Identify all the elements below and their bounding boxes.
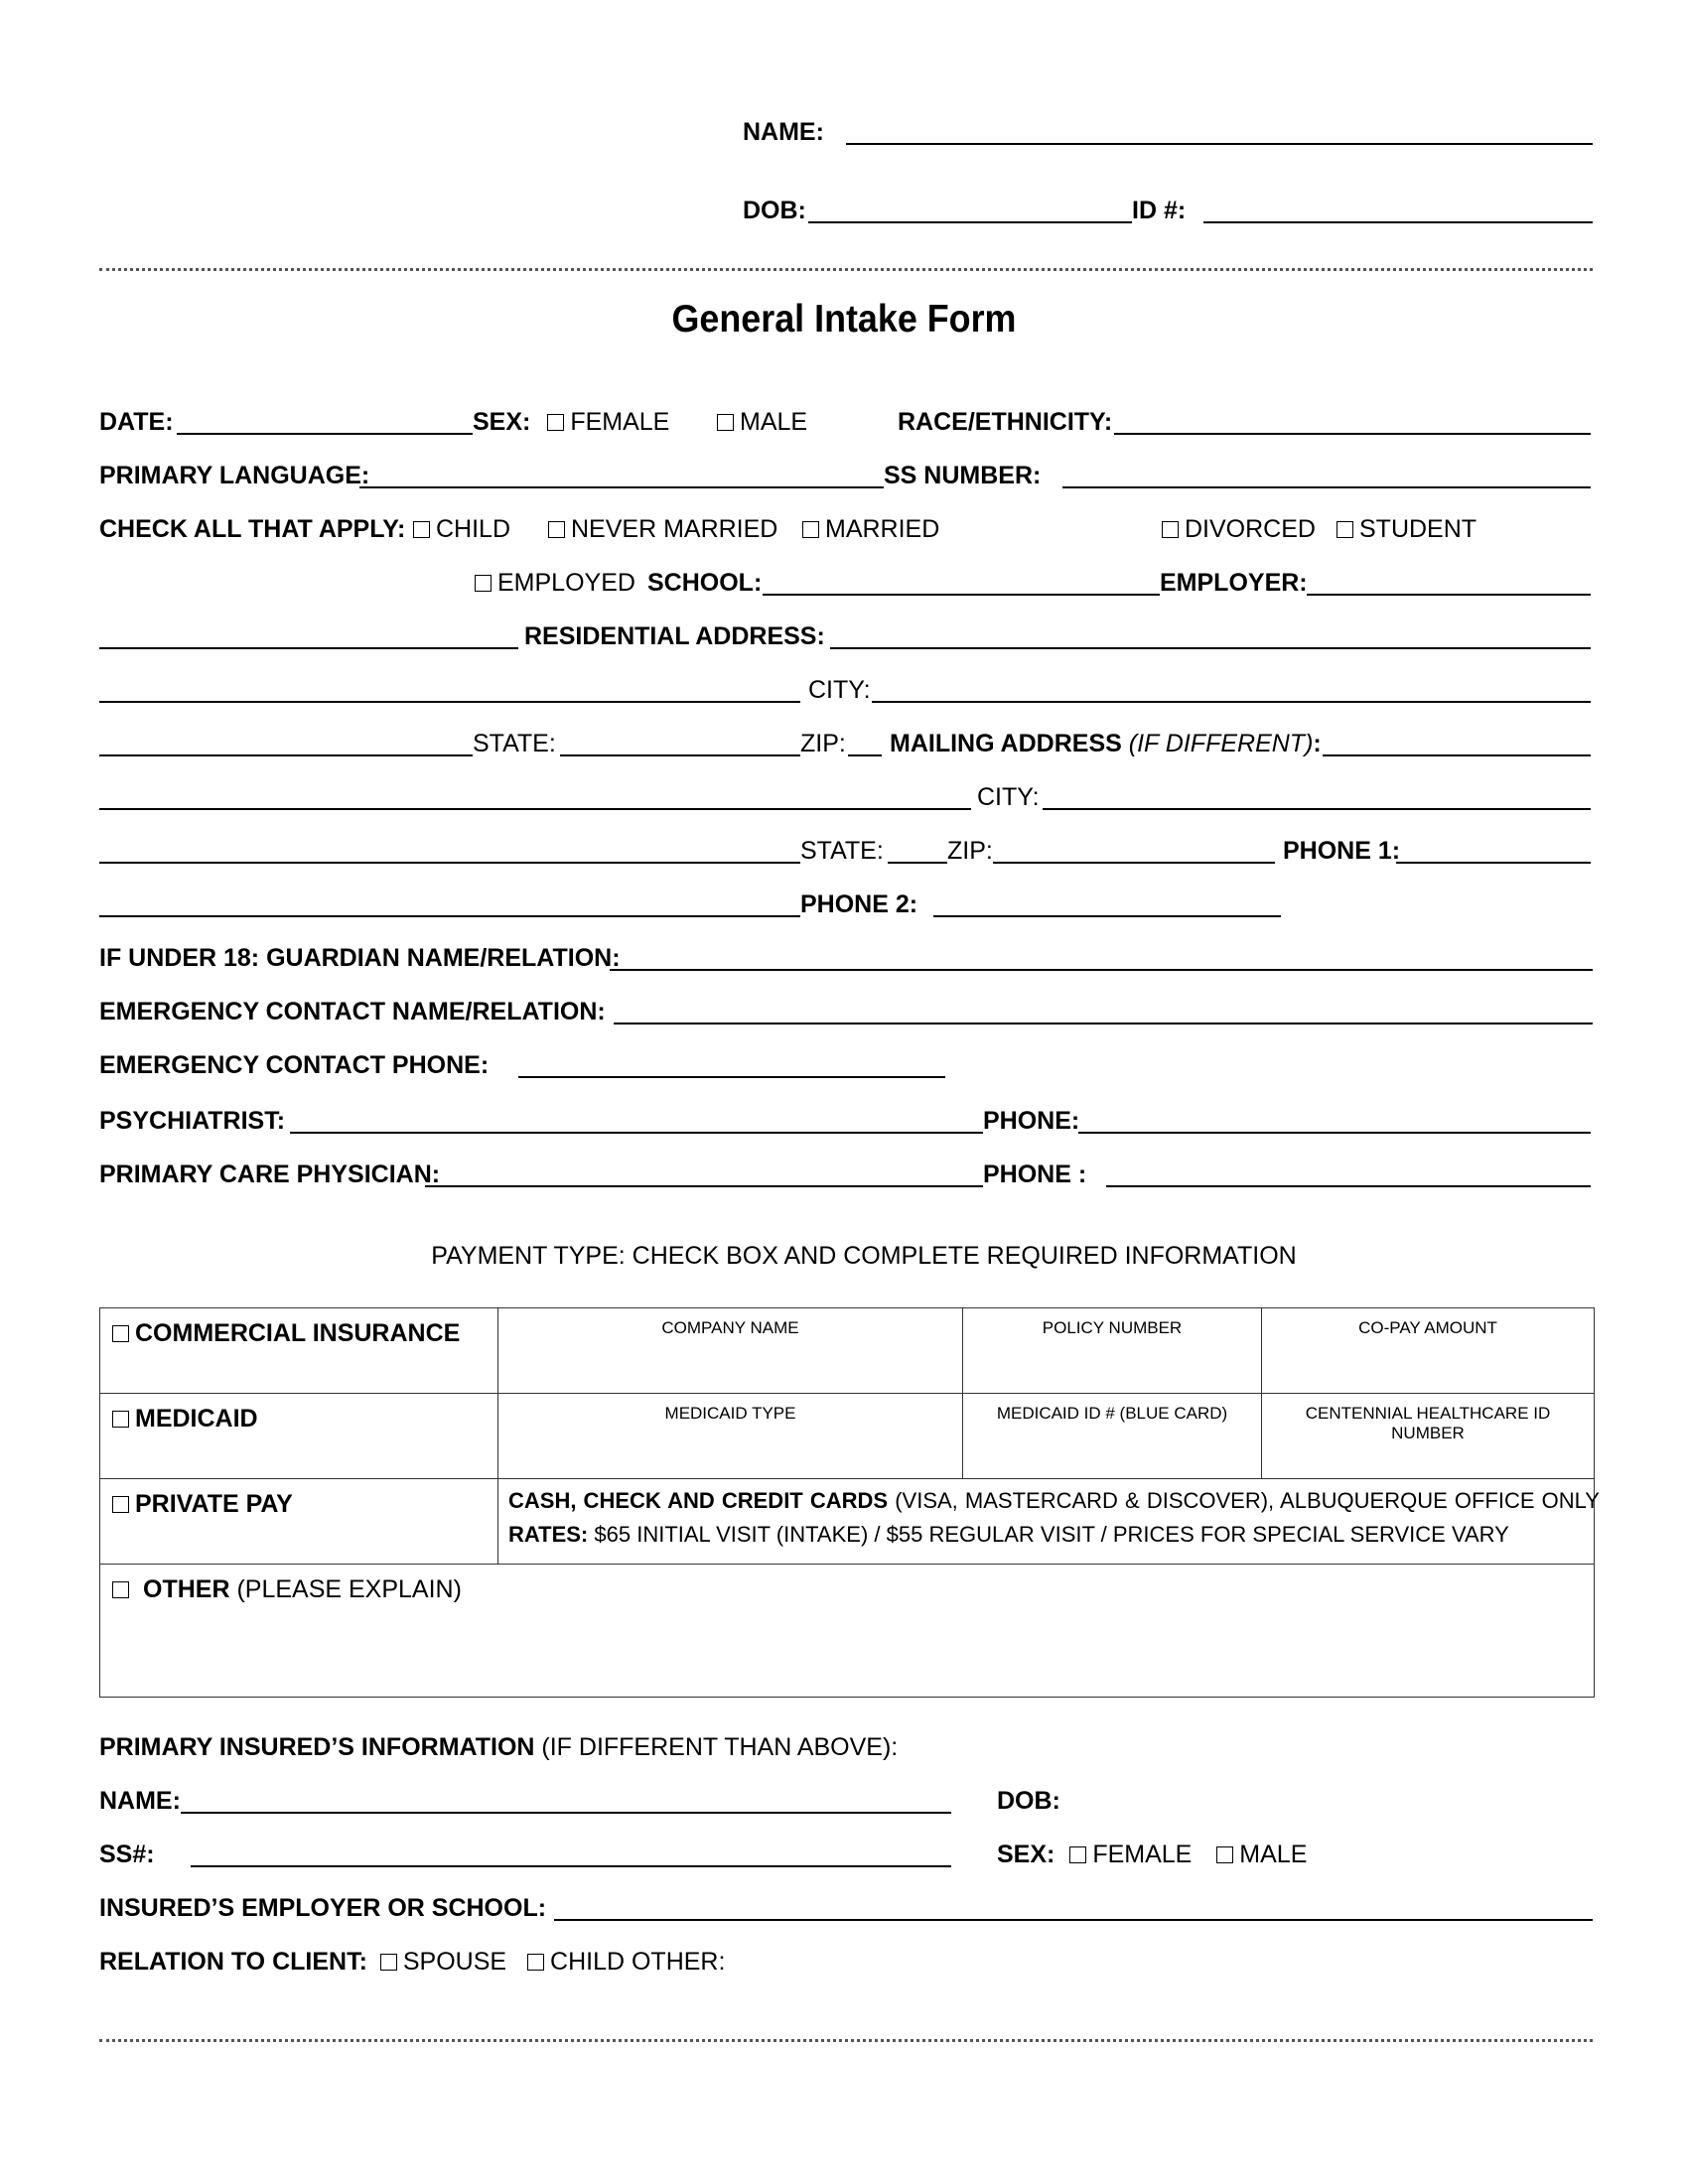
phone2-field[interactable] <box>933 915 1281 917</box>
cash-bold: CASH, CHECK AND CREDIT CARDS <box>508 1488 889 1513</box>
emergency-name-field[interactable] <box>614 1023 1593 1024</box>
insured-sex-label: SEX: <box>997 1841 1055 1868</box>
top-dotted-separator <box>99 268 1593 271</box>
spouse-checkbox[interactable] <box>380 1954 397 1971</box>
address-line-4[interactable] <box>99 915 800 917</box>
insured-name-field[interactable] <box>181 1812 951 1814</box>
race-field[interactable] <box>1114 433 1591 435</box>
mailing-city-label: CITY: <box>977 783 1040 811</box>
employed-option: EMPLOYED <box>497 569 635 597</box>
insured-dob-label: DOB: <box>997 1787 1060 1815</box>
payment-row-medicaid <box>100 1394 1595 1479</box>
school-label: SCHOOL: <box>647 569 763 597</box>
pcp-phone-field[interactable] <box>1106 1185 1591 1187</box>
emergency-phone-field[interactable] <box>518 1076 945 1078</box>
married-option: MARRIED <box>825 515 940 543</box>
child-checkbox[interactable] <box>413 521 430 538</box>
date-field[interactable] <box>177 433 473 435</box>
cash-rest: (VISA, MASTERCARD & DISCOVER), ALBUQUERQUE OFFICE ONLY <box>895 1488 1600 1513</box>
phone2-label: PHONE 2: <box>800 890 918 918</box>
insured-male-checkbox[interactable] <box>1216 1846 1233 1863</box>
name-field[interactable] <box>846 143 1593 145</box>
psychiatrist-phone-label: PHONE: <box>983 1107 1080 1135</box>
pcp-phone-label: PHONE : <box>983 1160 1087 1188</box>
phone1-field[interactable] <box>1396 862 1591 864</box>
state-label: STATE: <box>473 730 556 757</box>
rates-bold: RATES: <box>508 1522 589 1547</box>
pcp-field[interactable] <box>425 1185 983 1187</box>
never-married-option: NEVER MARRIED <box>571 515 778 543</box>
private-pay-label: PRIVATE PAY <box>135 1490 293 1518</box>
relation-label: RELATION TO CLIENT: <box>99 1948 367 1976</box>
zip-label: ZIP: <box>800 730 846 757</box>
centennial-cell[interactable] <box>1262 1394 1595 1479</box>
race-label: RACE/ETHNICITY: <box>898 408 1113 436</box>
insured-female-checkbox[interactable] <box>1069 1846 1086 1863</box>
employed-checkbox[interactable] <box>475 575 492 592</box>
city-label: CITY: <box>808 676 871 704</box>
relation-other-label: OTHER: <box>631 1948 726 1976</box>
ss-field[interactable] <box>1062 486 1591 488</box>
insured-name-label: NAME: <box>99 1787 181 1815</box>
residential-line-3[interactable] <box>99 754 473 756</box>
mailing-zip-label: ZIP: <box>947 837 993 865</box>
insured-employer-label: INSURED’S EMPLOYER OR SCHOOL: <box>99 1894 547 1922</box>
married-checkbox[interactable] <box>802 521 819 538</box>
medicaid-checkbox[interactable] <box>112 1411 129 1428</box>
other-label: OTHER <box>143 1575 230 1603</box>
date-label: DATE: <box>99 408 174 436</box>
emergency-name-label: EMERGENCY CONTACT NAME/RELATION: <box>99 998 606 1025</box>
male-group <box>717 407 807 437</box>
psychiatrist-field[interactable] <box>290 1132 983 1134</box>
medicaid-type-cell[interactable] <box>498 1394 963 1479</box>
payment-row-other <box>100 1565 1595 1698</box>
mailing-colon: : <box>1313 730 1322 757</box>
female-option: FEMALE <box>570 408 670 436</box>
student-group <box>1336 514 1477 544</box>
company-name-header: COMPANY NAME <box>661 1318 799 1337</box>
copay-cell[interactable] <box>1262 1308 1595 1394</box>
mailing-city-field[interactable] <box>1043 808 1591 810</box>
dob-label: DOB: <box>743 197 806 224</box>
relation-group <box>99 1947 725 1977</box>
mailing-line-3[interactable] <box>99 862 800 864</box>
residential-label: RESIDENTIAL ADDRESS: <box>524 622 825 650</box>
insured-female-option: FEMALE <box>1092 1841 1193 1868</box>
city-field[interactable] <box>872 701 1591 703</box>
language-field[interactable] <box>359 486 884 488</box>
language-label: PRIMARY LANGUAGE: <box>99 462 370 489</box>
zip-field[interactable] <box>848 754 882 756</box>
private-pay-checkbox[interactable] <box>112 1496 129 1513</box>
mailing-line-2[interactable] <box>99 808 971 810</box>
emergency-phone-label: EMERGENCY CONTACT PHONE: <box>99 1051 490 1079</box>
school-field[interactable] <box>763 594 1160 596</box>
mailing-field[interactable] <box>1323 754 1591 756</box>
medicaid-id-cell[interactable] <box>963 1394 1262 1479</box>
insured-heading-bold: PRIMARY INSURED’S INFORMATION <box>99 1733 535 1761</box>
psychiatrist-phone-field[interactable] <box>1078 1132 1591 1134</box>
insured-heading-rest: (IF DIFFERENT THAN ABOVE): <box>541 1733 899 1761</box>
divorced-checkbox[interactable] <box>1162 521 1179 538</box>
insured-sex-group <box>997 1840 1307 1869</box>
other-note: (PLEASE EXPLAIN) <box>236 1575 462 1603</box>
sex-group <box>473 407 669 437</box>
insured-heading <box>99 1732 898 1762</box>
copay-header: CO-PAY AMOUNT <box>1358 1318 1497 1337</box>
never-married-checkbox[interactable] <box>548 521 565 538</box>
divorced-option: DIVORCED <box>1185 515 1316 543</box>
medicaid-type-header: MEDICAID TYPE <box>664 1404 796 1423</box>
rates-rest: $65 INITIAL VISIT (INTAKE) / $55 REGULAR VISIT / PRICES FOR SPECIAL SERVICE VARY <box>594 1522 1509 1547</box>
relation-child-option: CHILD <box>550 1948 626 1976</box>
child-option: CHILD <box>436 515 511 543</box>
insured-male-option: MALE <box>1239 1841 1308 1868</box>
male-checkbox[interactable] <box>717 414 734 431</box>
mailing-note: (IF DIFFERENT) <box>1128 730 1314 757</box>
divorced-group <box>1162 514 1316 544</box>
medicaid-label: MEDICAID <box>135 1405 258 1433</box>
residential-field[interactable] <box>830 647 1591 649</box>
phone1-label: PHONE 1: <box>1283 837 1401 865</box>
bottom-dotted-separator <box>99 2039 1593 2042</box>
medicaid-id-header: MEDICAID ID # (BLUE CARD) <box>996 1404 1228 1423</box>
child-group <box>413 514 510 544</box>
insured-ss-field[interactable] <box>191 1865 951 1867</box>
other-cell[interactable] <box>100 1565 1595 1698</box>
commercial-checkbox[interactable] <box>112 1325 129 1342</box>
insured-employer-field[interactable] <box>554 1919 1593 1921</box>
policy-number-header: POLICY NUMBER <box>1042 1318 1183 1337</box>
private-pay-cell <box>100 1479 498 1565</box>
other-checkbox[interactable] <box>112 1581 129 1598</box>
psychiatrist-label: PSYCHIATRIST: <box>99 1107 286 1135</box>
relation-child-checkbox[interactable] <box>527 1954 544 1971</box>
mailing-label: MAILING ADDRESS <box>890 730 1122 757</box>
policy-number-cell[interactable] <box>963 1308 1262 1394</box>
employer-field[interactable] <box>1307 594 1591 596</box>
male-option: MALE <box>740 408 808 436</box>
dob-field[interactable] <box>808 221 1132 223</box>
sex-label: SEX: <box>473 408 531 436</box>
id-label: ID #: <box>1132 197 1187 224</box>
id-field[interactable] <box>1203 221 1593 223</box>
employed-group <box>475 568 635 598</box>
check-all-label: CHECK ALL THAT APPLY: <box>99 515 406 543</box>
company-name-cell[interactable] <box>498 1308 963 1394</box>
student-option: STUDENT <box>1359 515 1477 543</box>
name-label: NAME: <box>743 118 824 146</box>
ss-label: SS NUMBER: <box>884 462 1042 489</box>
guardian-field[interactable] <box>610 969 1593 971</box>
student-checkbox[interactable] <box>1336 521 1353 538</box>
insured-ss-label: SS#: <box>99 1841 155 1868</box>
pcp-label: PRIMARY CARE PHYSICIAN: <box>99 1160 441 1188</box>
spouse-option: SPOUSE <box>402 1948 507 1976</box>
centennial-header: CENTENNIAL HEALTHCARE ID NUMBER <box>1305 1404 1551 1442</box>
payment-table <box>99 1307 1600 1698</box>
private-pay-info-cell <box>498 1479 1600 1565</box>
mailing-zip-field[interactable] <box>993 862 1275 864</box>
married-group <box>802 514 939 544</box>
payment-heading: PAYMENT TYPE: CHECK BOX AND COMPLETE REQUIRED INFORMATION <box>431 1242 1297 1270</box>
form-title: General Intake Form <box>671 298 1017 341</box>
employer-label: EMPLOYER: <box>1160 569 1308 597</box>
commercial-label: COMMERCIAL INSURANCE <box>135 1319 461 1347</box>
payment-row-private <box>100 1479 1595 1565</box>
payment-row-commercial <box>100 1308 1595 1394</box>
residential-line-2[interactable] <box>99 701 800 703</box>
residential-prefix-line[interactable] <box>99 647 518 649</box>
commercial-cell <box>100 1308 498 1394</box>
never-married-group <box>548 514 777 544</box>
female-checkbox[interactable] <box>547 414 564 431</box>
mailing-label-group <box>890 729 1322 758</box>
mailing-state-label: STATE: <box>800 837 884 865</box>
mailing-state-field[interactable] <box>888 862 947 864</box>
state-field[interactable] <box>560 754 800 756</box>
guardian-label: IF UNDER 18: GUARDIAN NAME/RELATION: <box>99 944 621 972</box>
medicaid-cell <box>100 1394 498 1479</box>
